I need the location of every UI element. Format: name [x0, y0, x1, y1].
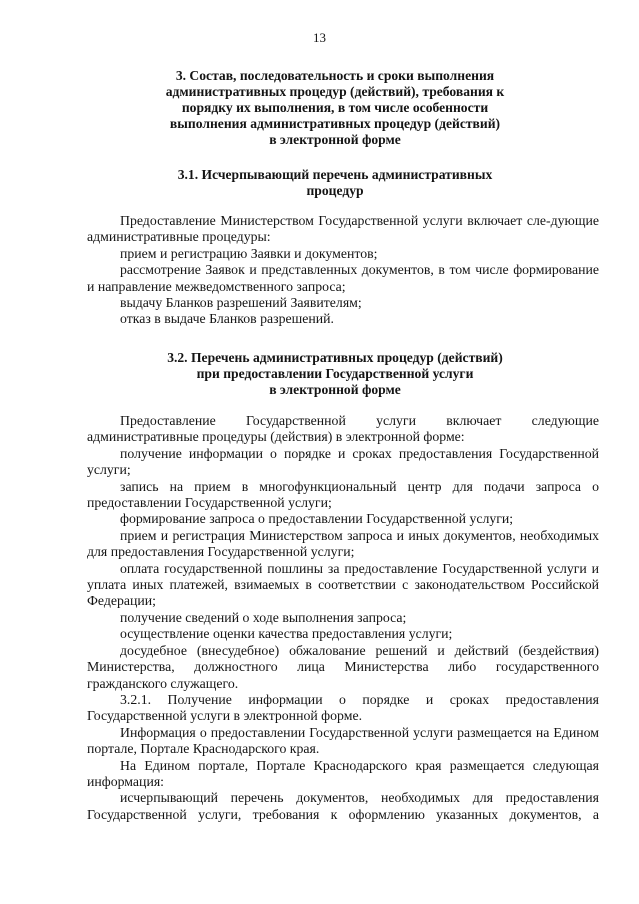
list-item: прием и регистрацию Заявки и документов; — [120, 245, 378, 261]
list-item: получение сведений о ходе выполнения запроса; — [120, 609, 407, 625]
paragraph: Информация о предоставлении Государственной услуги размещается на Едином портале, Портале Краснодарского края. — [87, 724, 599, 757]
list-item: осуществление оценки качества предоставления услуги; — [120, 626, 453, 642]
list-item: выдачу Бланков разрешений Заявителям; — [120, 295, 362, 311]
list-item: формирование запроса о предоставлении Государственной услуги; — [120, 511, 514, 527]
heading-line: при предоставлении Государственной услуги — [196, 366, 474, 381]
list-item: получение информации о порядке и сроках предоставления Государственной услуги; — [87, 445, 599, 478]
page-number: 13 — [313, 30, 326, 45]
list-item: запись на прием в многофункциональный центр для подачи запроса о предоставлении Государственной услуги; — [87, 478, 599, 511]
heading-line: административных процедур (действий), требования к — [165, 84, 505, 99]
heading-line: 3.1. Исчерпывающий перечень административных — [177, 167, 493, 182]
section-3-2-heading — [95, 350, 575, 398]
section-3-2-body — [87, 413, 599, 823]
list-item: прием и регистрация Министерством запроса и иных документов, необходимых для предоставления Государственной услуги; — [87, 527, 599, 560]
heading-line: 3. Состав, последовательность и сроки выполнения — [175, 68, 495, 83]
heading-line: порядку их выполнения, в том числе особенности — [181, 100, 489, 115]
list-item: рассмотрение Заявок и представленных документов, в том числе формирование и направление межведомственного запроса; — [87, 262, 599, 294]
heading-line: процедур — [306, 183, 364, 198]
paragraph: Предоставление Государственной услуги включает следующие административные процедуры (действия) в электронной форме: — [87, 413, 599, 445]
paragraph: Предоставление Министерством Государственной услуги включает сле-дующие административные процедуры: — [87, 213, 599, 245]
subsection-3-2-1: 3.2.1. Получение информации о порядке и сроках предоставления Государственной услуги в электронной форме. — [87, 691, 599, 724]
heading-line: 3.2. Перечень административных процедур (действий) — [167, 350, 503, 365]
paragraph: На Едином портале, Портале Краснодарского края размещается следующая информация: — [87, 757, 599, 789]
heading-line: выполнения административных процедур (действий) — [169, 116, 501, 131]
list-item: оплата государственной пошлины за предоставление Государственной услуги и уплата иных платежей, взимаемых в соответствии с законодательством Российской Федерации; — [87, 560, 599, 609]
list-item: отказ в выдаче Бланков разрешений. — [120, 311, 334, 327]
heading-line: в электронной форме — [269, 132, 401, 147]
list-item: досудебное (внесудебное) обжалование решений и действий (бездействия) Министерства, должностного лица Министерства либо государственного гражданского служащего. — [87, 642, 599, 691]
list-item: исчерпывающий перечень документов, необходимых для предоставления Государственной услуги, требования к оформлению указанных документов, а — [87, 790, 599, 822]
heading-line: в электронной форме — [269, 382, 401, 397]
section-3-1-body — [87, 213, 599, 328]
section-3-1-heading — [95, 167, 575, 199]
section-3-heading — [95, 68, 575, 148]
